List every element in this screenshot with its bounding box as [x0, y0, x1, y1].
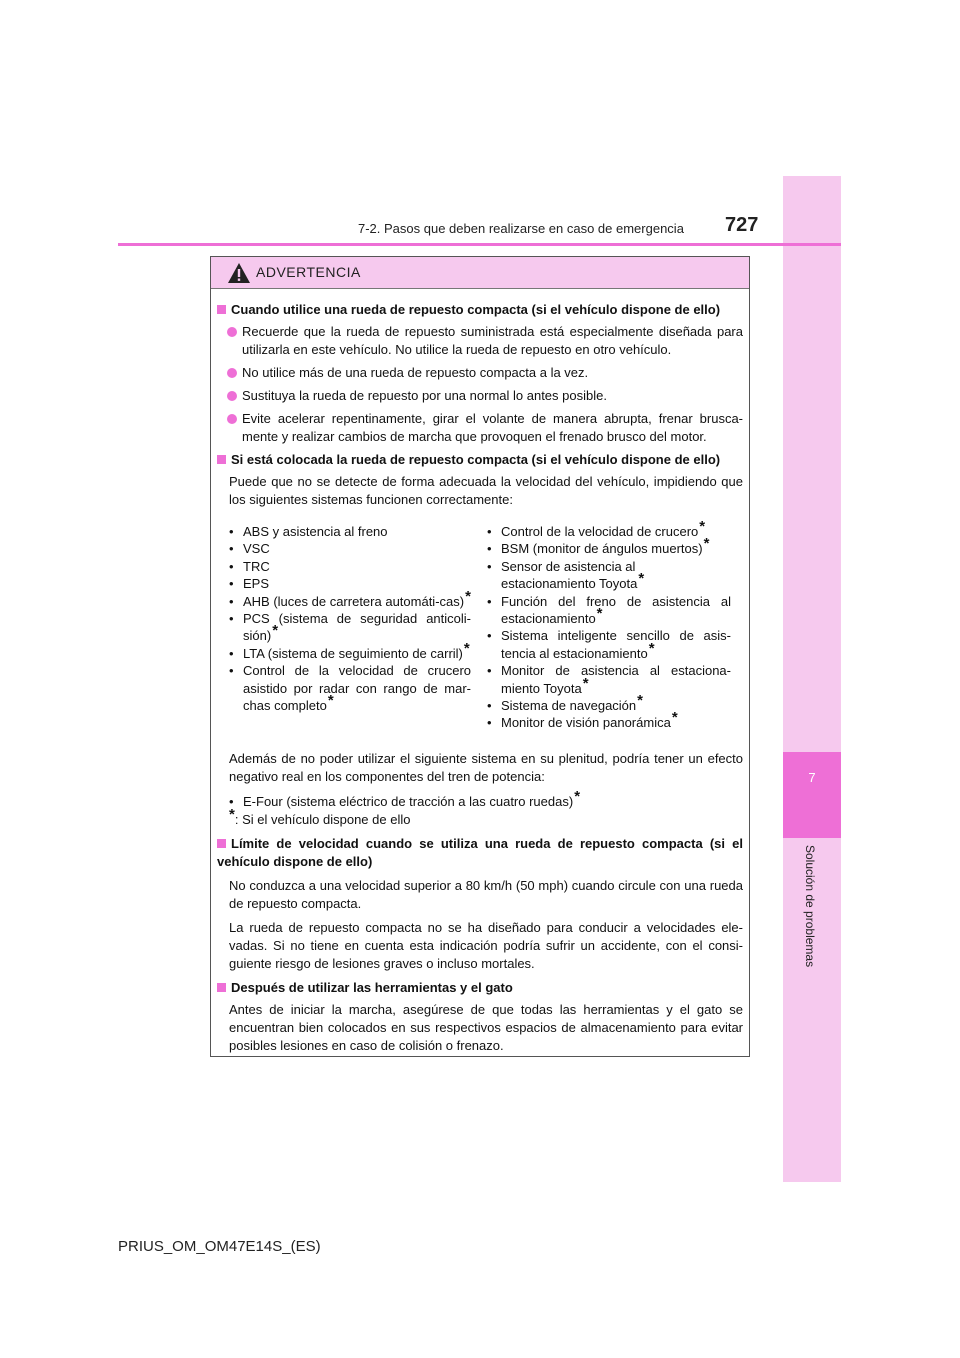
list-item: • Control de la velocidad de crucero* — [487, 523, 731, 540]
paragraph: La rueda de repuesto compacta no se ha diseñado para conducir a velocidades ele-vadas. Si no tiene en cuenta esta indicación podría sufrir un accidente, con el consi-guiente riesgo de lesiones graves o incluso mortales. — [229, 920, 743, 971]
bullet-item: No utilice más de una rueda de repuesto compacta a la vez. — [227, 364, 743, 382]
paragraph-intro: Puede que no se detecte de forma adecuada la velocidad del vehículo, impidiendo que los siguientes sistemas funcionen correctamente: — [229, 474, 743, 507]
list-item: • Sistema inteligente sencillo de asis-tencia al estacionamiento* — [487, 627, 731, 662]
list-item: • Sistema de navegación* — [487, 697, 731, 714]
round-bullet-icon — [227, 414, 237, 424]
list-item: • VSC — [229, 540, 471, 557]
side-tab-number: 7 — [808, 770, 816, 785]
round-bullet-icon — [227, 368, 237, 378]
side-tab-label: Solución de problemas — [803, 845, 817, 968]
list-item: • Control de la velocidad de crucero asistido por radar con rango de mar-chas completo* — [229, 662, 471, 714]
square-bullet-icon — [217, 983, 226, 992]
page-number: 727 — [725, 214, 759, 236]
section-heading-spare-installed: Si está colocada la rueda de repuesto compacta (si el vehículo dispone de ello) — [217, 451, 743, 469]
systems-list-right — [487, 518, 731, 732]
footer-document-code: PRIUS_OM_OM47E14S_(ES) — [118, 1238, 321, 1255]
warning-title: ADVERTENCIA — [256, 264, 361, 280]
list-item: • AHB (luces de carretera automáti-cas)* — [229, 593, 471, 610]
section-title: 7-2. Pasos que deben realizarse en caso de emergencia — [358, 221, 684, 236]
section-heading-compact-spare: Cuando utilice una rueda de repuesto compacta (si el vehículo dispone de ello) — [217, 301, 743, 319]
list-item: • Monitor de visión panorámica* — [487, 714, 731, 731]
warning-triangle-icon — [227, 262, 251, 284]
square-bullet-icon — [217, 839, 226, 848]
list-item: • ABS y asistencia al freno — [229, 523, 471, 540]
square-bullet-icon — [217, 455, 226, 464]
list-item: • Sensor de asistencia al estacionamiento Toyota* — [487, 558, 731, 593]
list-item: • EPS — [229, 575, 471, 592]
section-heading-after-tools: Después de utilizar las herramientas y el gato — [217, 979, 743, 997]
paragraph: Antes de iniciar la marcha, asegúrese de que todas las herramientas y el gato se encuentran bien colocados en sus respectivos espacios de almacenamiento para evitar posibles lesiones en caso de colisión o frenazo. — [229, 1002, 743, 1053]
systems-list-left — [229, 523, 471, 714]
header-divider — [118, 243, 841, 246]
warning-header — [211, 257, 749, 289]
paragraph: No conduzca a una velocidad superior a 80 km/h (50 mph) cuando circule con una rueda de repuesto compacta. — [229, 878, 743, 911]
paragraph-additional: Además de no poder utilizar el siguiente sistema en su plenitud, podría tener un efecto negativo real en los componentes del tren de potencia: — [229, 751, 743, 784]
bullet-item: Sustituya la rueda de repuesto por una normal lo antes posible. — [227, 387, 743, 405]
list-item: • PCS (sistema de seguridad anticoli-sión)* — [229, 610, 471, 645]
round-bullet-icon — [227, 391, 237, 401]
round-bullet-icon — [227, 327, 237, 337]
bullet-item: Recuerde que la rueda de repuesto suministrada está especialmente diseñada para utilizarla en este vehículo. No utilice la rueda de repuesto en otro vehículo. — [227, 323, 743, 359]
list-item: • BSM (monitor de ángulos muertos)* — [487, 540, 731, 557]
list-item: • LTA (sistema de seguimiento de carril)* — [229, 645, 471, 662]
side-tab-active-chapter — [783, 752, 841, 838]
section-heading-speed-limit: Límite de velocidad cuando se utiliza una rueda de repuesto compacta (si el vehículo dispone de ello) — [217, 836, 743, 869]
list-item: • Monitor de asistencia al estaciona-miento Toyota* — [487, 662, 731, 697]
square-bullet-icon — [217, 305, 226, 314]
list-item: • Función del freno de asistencia al estacionamiento* — [487, 593, 731, 628]
footnote: *: Si el vehículo dispone de ello — [229, 806, 411, 827]
list-item-efour: • E-Four (sistema eléctrico de tracción a las cuatro ruedas)* — [229, 788, 581, 809]
list-item: • TRC — [229, 558, 471, 575]
bullet-item: Evite acelerar repentinamente, girar el volante de manera abrupta, frenar brusca-mente y realizar cambios de marcha que provoquen el frenado brusco del motor. — [227, 410, 743, 446]
warning-box — [210, 256, 750, 1057]
